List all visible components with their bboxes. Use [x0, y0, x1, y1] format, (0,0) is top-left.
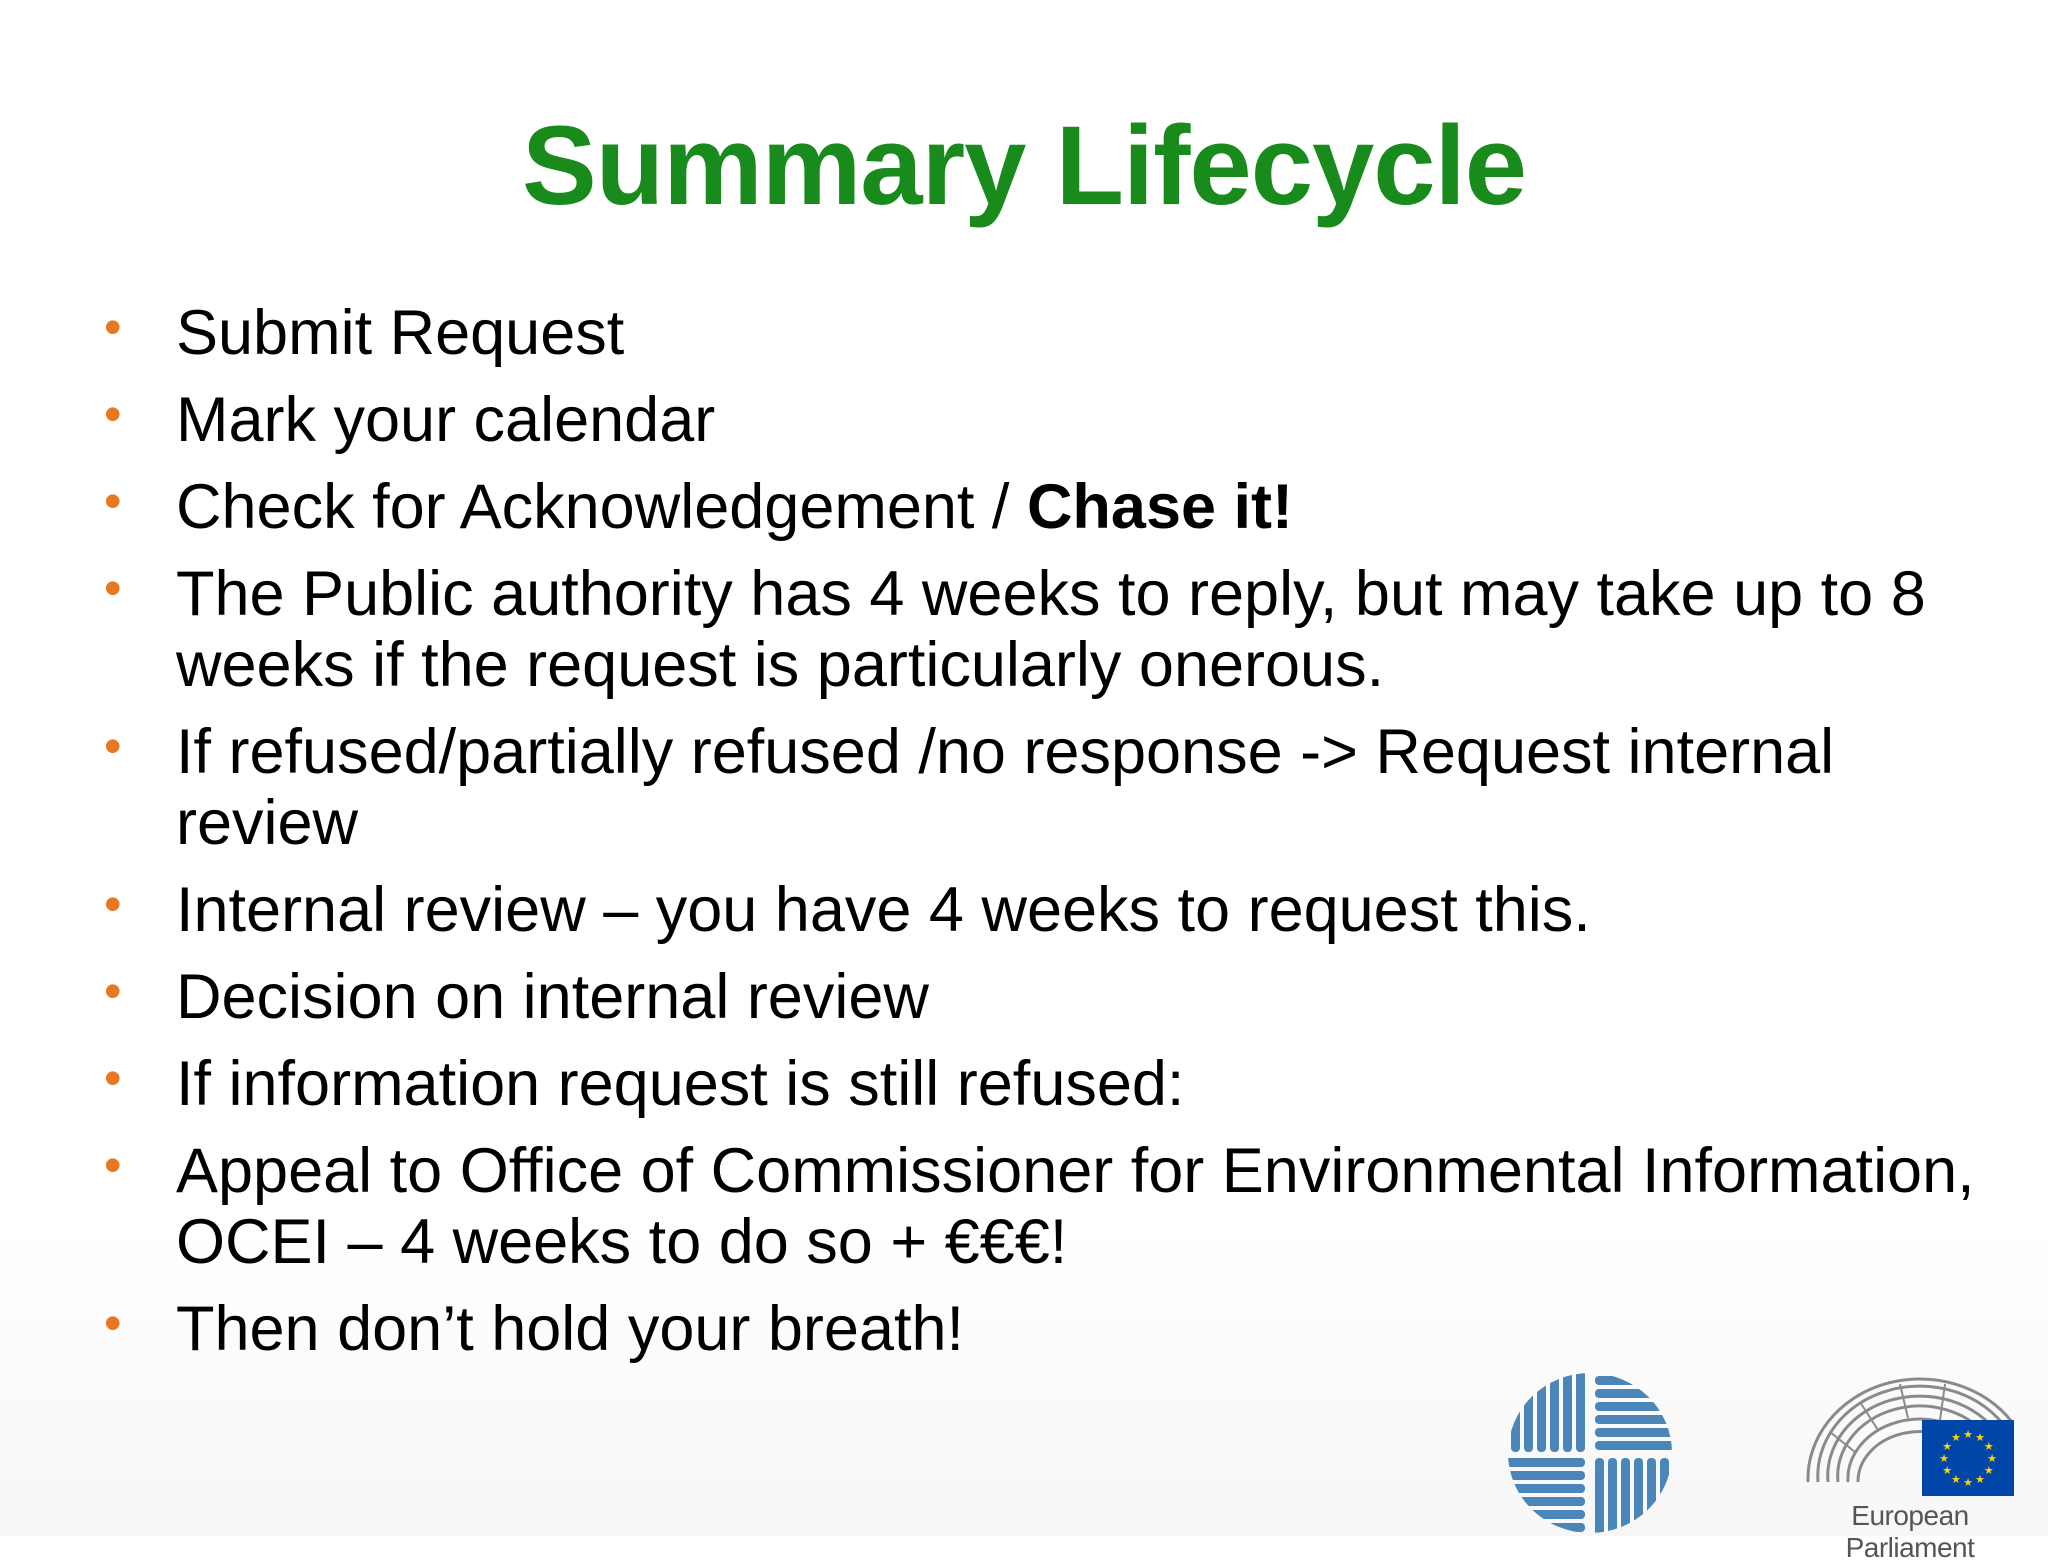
- eu-star-icon: ★: [1942, 1465, 1953, 1477]
- list-item: [96, 385, 1996, 456]
- list-item: [96, 1294, 1996, 1365]
- eu-star-icon: ★: [1942, 1441, 1953, 1453]
- eu-star-icon: ★: [1983, 1465, 1994, 1477]
- logo-strokes-tl: [1511, 1370, 1585, 1452]
- list-item-text: Decision on internal review: [176, 962, 929, 1032]
- list-item: [96, 1136, 1996, 1278]
- logo-strokes-br: [1595, 1458, 1669, 1536]
- logo-caption: European Parliament: [1845, 1500, 1975, 1563]
- eu-star-icon: ★: [1951, 1432, 1961, 1445]
- slide-title: Summary Lifecycle: [522, 103, 1526, 228]
- bullet-icon: •: [104, 963, 122, 1019]
- eu-star-icon: ★: [1951, 1473, 1961, 1486]
- bullet-icon: •: [104, 473, 122, 529]
- list-item-text: If refused/partially refused /no response -> Request internal review: [176, 717, 1835, 858]
- eu-star-icon: ★: [1983, 1441, 1994, 1453]
- list-item-text: Check for Acknowledgement /: [176, 472, 1027, 542]
- eu-star-icon: ★: [1975, 1432, 1985, 1445]
- petitions-globe-logo-icon: [1505, 1370, 1675, 1536]
- list-item: [96, 472, 1996, 543]
- list-item: [96, 298, 1996, 369]
- eu-star-icon: ★: [1975, 1473, 1985, 1486]
- list-item-text: Appeal to Office of Commissioner for Environmental Information, OCEI – 4 weeks to do so + €€€!: [176, 1136, 1975, 1277]
- bullet-icon: •: [104, 1050, 122, 1106]
- bullet-icon: •: [104, 560, 122, 616]
- list-item: [96, 717, 1996, 859]
- bullet-icon: •: [104, 1295, 122, 1351]
- logo-strokes-bl: [1505, 1458, 1585, 1532]
- list-item-text: If information request is still refused:: [176, 1049, 1185, 1119]
- eu-star-icon: ★: [1987, 1453, 1997, 1465]
- list-item-emphasis: Chase it!: [1026, 472, 1293, 542]
- list-item-text: Mark your calendar: [176, 385, 716, 455]
- eu-star-icon: ★: [1963, 1477, 1973, 1489]
- list-item: [96, 962, 1996, 1033]
- list-item-text: The Public authority has 4 weeks to reply, but may take up to 8 weeks if the request is particularly onerous.: [176, 559, 1926, 700]
- list-item-text: Then don’t hold your breath!: [176, 1294, 965, 1364]
- bullet-list: [96, 298, 1996, 1381]
- eu-star-icon: ★: [1939, 1453, 1949, 1465]
- list-item-text: Submit Request: [176, 298, 625, 368]
- list-item: [96, 875, 1996, 946]
- bullet-icon: •: [104, 386, 122, 442]
- bullet-icon: •: [104, 1137, 122, 1193]
- bullet-icon: •: [104, 299, 122, 355]
- list-item: [96, 1049, 1996, 1120]
- bullet-icon: •: [104, 876, 122, 932]
- list-item: [96, 559, 1996, 701]
- eu-star-icon: ★: [1963, 1429, 1973, 1441]
- logo-strokes-tr: [1595, 1376, 1675, 1450]
- bullet-icon: •: [104, 718, 122, 774]
- list-item-text: Internal review – you have 4 weeks to request this.: [176, 875, 1591, 945]
